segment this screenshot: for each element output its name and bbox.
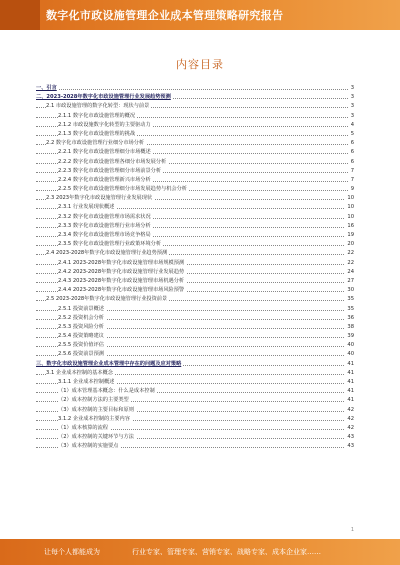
toc-entry[interactable] [36, 148, 354, 157]
toc-entry[interactable] [36, 102, 354, 111]
toc-entry-text: 2.5.3 投资风险分析 [58, 323, 106, 332]
toc-entry[interactable] [36, 378, 354, 387]
toc-entry[interactable] [36, 341, 354, 350]
toc-entry-text: 2.4.1 2023-2028年数字化市政设施管理市场规模预测 [58, 259, 186, 268]
toc-entry[interactable] [36, 93, 354, 102]
page-number: 1 [350, 527, 354, 533]
toc-entry-page: 41 [345, 387, 354, 396]
toc-entry-text: 2.5.1 投资前景概述 [58, 305, 106, 314]
toc-entry[interactable] [36, 350, 354, 359]
toc-entry[interactable] [36, 295, 354, 304]
toc-entry-text: 2.1.3 数字化市政设施管理的挑战 [58, 130, 137, 139]
toc-entry-text: 2.1.2 市政设施数字化转型的主要驱动力 [58, 121, 153, 130]
toc-entry-text: （1）成本核算的流程 [58, 424, 110, 433]
toc-entry-text: 3.1.2 企业成本控制的主要内容 [58, 415, 132, 424]
toc-entry-page: 10 [345, 213, 354, 222]
toc-entry-text: 2.2 数字化市政设施管理行业细分市场分析 [46, 139, 146, 148]
toc-entry[interactable] [36, 84, 354, 93]
toc-entry-text: 2.1 市政设施管理的数字化转型：现状与前景 [46, 102, 151, 111]
toc-entry-page: 43 [345, 442, 354, 451]
toc-entry-text: 2.5.2 投资机会分析 [58, 314, 106, 323]
header-tab [0, 0, 40, 30]
toc-entry[interactable] [36, 314, 354, 323]
toc-entry-page: 6 [349, 139, 354, 148]
toc-entry[interactable] [36, 277, 354, 286]
toc-entry[interactable] [36, 213, 354, 222]
toc-entry-text: 2.4 2023-2028年数字化市政设施管理行业趋势预测 [46, 249, 169, 258]
toc-entry[interactable] [36, 268, 354, 277]
toc-entry-text: 3.1.1 企业成本控制概述 [58, 378, 116, 387]
toc-entry-text: 2.5 2023-2028年数字化市政设施管理行业投资前景 [46, 295, 169, 304]
report-title: 数字化市政设施管理企业成本管理策略研究报告 [46, 9, 284, 22]
toc-entry[interactable] [36, 442, 354, 451]
toc-entry-page: 3 [349, 112, 354, 121]
toc-entry-text: 2.4.4 2023-2028年数字化市政设施管理市场风险预警 [58, 286, 186, 295]
toc-entry-page: 20 [345, 240, 354, 249]
toc-entry-page: 10 [345, 203, 354, 212]
toc-entry[interactable] [36, 259, 354, 268]
toc-entry[interactable] [36, 112, 354, 121]
toc-entry-page: 41 [345, 360, 354, 369]
toc-title: 内容目录 [176, 58, 224, 71]
toc-entry-page: 16 [345, 222, 354, 231]
toc-entry[interactable] [36, 305, 354, 314]
toc-entry-page: 35 [345, 295, 354, 304]
toc-entry[interactable] [36, 396, 354, 405]
toc-entry[interactable] [36, 121, 354, 130]
toc-entry-page: 3 [349, 102, 354, 111]
toc-entry-text: 2.2.5 数字化市政设施管理细分市场发展趋势与机会分析 [58, 185, 189, 194]
table-of-contents [36, 84, 354, 452]
toc-entry-text: （3）成本控制的主要目标和原则 [58, 406, 136, 415]
toc-entry-page: 22 [345, 259, 354, 268]
toc-entry-page: 6 [349, 148, 354, 157]
toc-entry-text: 2.3.2 数字化市政设施管理市场需求状况 [58, 213, 153, 222]
toc-entry[interactable] [36, 240, 354, 249]
toc-leader-dots [36, 89, 354, 90]
toc-entry[interactable] [36, 167, 354, 176]
toc-entry[interactable] [36, 176, 354, 185]
toc-entry-text: 2.4.3 2023-2028年数字化市政设施管理市场机遇分析 [58, 277, 186, 286]
toc-entry-page: 3 [349, 84, 354, 93]
toc-entry-page: 38 [345, 323, 354, 332]
toc-entry-page: 30 [345, 286, 354, 295]
toc-entry[interactable] [36, 158, 354, 167]
toc-entry[interactable] [36, 194, 354, 203]
toc-entry[interactable] [36, 185, 354, 194]
toc-entry[interactable] [36, 415, 354, 424]
toc-entry-page: 22 [345, 249, 354, 258]
toc-entry-page: 41 [345, 396, 354, 405]
toc-entry-text: 2.5.6 投资前景预测 [58, 350, 106, 359]
toc-entry-text: （2）成本控制方法的主要类型 [58, 396, 131, 405]
toc-entry-text: 2.3.4 数字化市政设施管理市场竞争格局 [58, 231, 153, 240]
toc-entry-page: 24 [345, 268, 354, 277]
toc-entry-page: 41 [345, 378, 354, 387]
toc-entry-text: 2.3.3 数字化市政设施管理行业市场分析 [58, 222, 153, 231]
toc-entry-page: 43 [345, 433, 354, 442]
toc-entry-text: 2.3 2023年数字化市政设施管理行业发展现状 [46, 194, 154, 203]
toc-entry-text: 2.1.1 数字化市政设施管理的概况 [58, 112, 137, 121]
toc-entry[interactable] [36, 406, 354, 415]
toc-entry-page: 19 [345, 231, 354, 240]
toc-entry[interactable] [36, 139, 354, 148]
toc-entry[interactable] [36, 424, 354, 433]
toc-entry-text: （3）成本控制的实施要点 [58, 442, 120, 451]
footer-slogan: 让每个人都能成为 [44, 548, 100, 556]
toc-entry-page: 35 [345, 305, 354, 314]
report-header [0, 0, 400, 32]
toc-entry-text: 2.2.4 数字化市政设施管理新兴市场分析 [58, 176, 153, 185]
toc-entry[interactable] [36, 203, 354, 212]
toc-entry-page: 3 [349, 93, 354, 102]
toc-entry-text: 2.2.3 数字化市政设施管理细分市场前景分析 [58, 167, 163, 176]
toc-entry-text: （2）成本控制的关键环节与方法 [58, 433, 136, 442]
toc-entry-page: 42 [345, 415, 354, 424]
footer-banner [0, 539, 400, 565]
toc-entry-text: （1）成本管理基本概念：什么是成本控制 [58, 387, 157, 396]
toc-entry-text: 2.5.4 投资策略建议 [58, 332, 106, 341]
toc-entry-page: 27 [345, 277, 354, 286]
toc-entry-page: 41 [345, 369, 354, 378]
toc-entry-page: 7 [349, 176, 354, 185]
toc-entry-page: 40 [345, 341, 354, 350]
toc-entry[interactable] [36, 369, 354, 378]
toc-entry[interactable] [36, 323, 354, 332]
toc-entry-text: 2.2.2 数字化市政设施管理各细分市场发展分析 [58, 158, 168, 167]
toc-entry[interactable] [36, 360, 354, 369]
toc-entry-page: 6 [349, 158, 354, 167]
toc-entry-text: 2.5.5 投资价值评估 [58, 341, 106, 350]
toc-entry-text: 2.4.2 2023-2028年数字化市政设施管理行业发展趋势 [58, 268, 186, 277]
toc-entry[interactable] [36, 332, 354, 341]
toc-entry-text: 三、数字化市政设施管理企业成本管理中存在的问题及应对策略 [36, 360, 183, 369]
toc-entry[interactable] [36, 387, 354, 396]
footer-tags: 行业专家、管理专家、营销专家、战略专家、成本企业家…… [132, 548, 321, 556]
toc-entry-text: 3.1 企业成本控制的基本概念 [46, 369, 115, 378]
toc-entry-page: 42 [345, 424, 354, 433]
toc-entry[interactable] [36, 433, 354, 442]
toc-entry-text: 2.2.1 数字化市政设施管理细分市场概述 [58, 148, 153, 157]
toc-entry[interactable] [36, 231, 354, 240]
toc-entry-page: 36 [345, 314, 354, 323]
toc-entry-page: 39 [345, 332, 354, 341]
toc-entry[interactable] [36, 286, 354, 295]
toc-entry[interactable] [36, 222, 354, 231]
toc-entry-page: 42 [345, 406, 354, 415]
toc-entry[interactable] [36, 249, 354, 258]
toc-entry-text: 一、引言 [36, 84, 59, 93]
toc-entry-page: 4 [349, 121, 354, 130]
toc-entry-page: 40 [345, 350, 354, 359]
toc-entry-text: 2.3.1 行业发展现状概述 [58, 203, 116, 212]
toc-entry-page: 5 [349, 130, 354, 139]
toc-entry-text: 2.3.5 数字化市政设施管理行业政策环境分析 [58, 240, 163, 249]
toc-entry[interactable] [36, 130, 354, 139]
toc-entry-page: 9 [349, 185, 354, 194]
toc-entry-text: 二、2023-2028年数字化市政设施管理行业发展趋势预测 [36, 93, 173, 102]
toc-entry-page: 10 [345, 194, 354, 203]
toc-entry-page: 7 [349, 167, 354, 176]
